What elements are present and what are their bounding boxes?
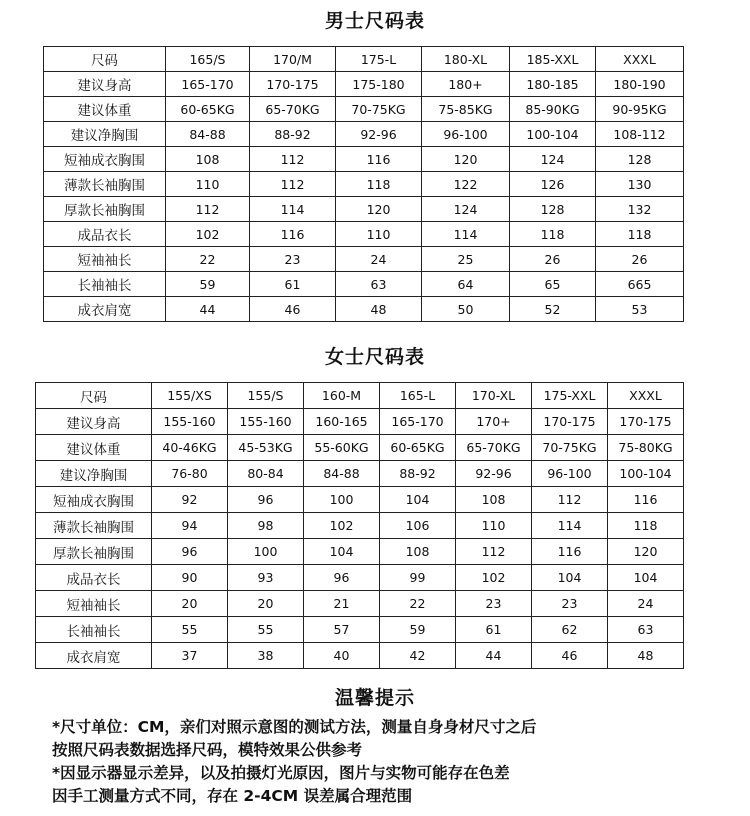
row-label-cell: 尺码 (36, 383, 152, 409)
tip-line: *尺寸单位：CM，亲们对照示意图的测试方法，测量自身身材尺寸之后 (52, 718, 537, 736)
table-cell: 65 (510, 272, 596, 297)
table-cell: 170-175 (250, 72, 336, 97)
size-header-cell: 180-XL (422, 47, 510, 72)
table-row (44, 247, 684, 272)
row-label-cell: 薄款长袖胸围 (36, 513, 152, 539)
row-label-cell: 厚款长袖胸围 (36, 539, 152, 565)
table-row (44, 222, 684, 247)
table-cell: 665 (596, 272, 684, 297)
table-cell: 57 (304, 617, 380, 643)
table-cell: 38 (228, 643, 304, 669)
row-label-cell: 厚款长袖胸围 (44, 197, 166, 222)
table-cell: 84-88 (166, 122, 250, 147)
table-cell: 108 (456, 487, 532, 513)
table-cell: 102 (456, 565, 532, 591)
table-cell: 76-80 (152, 461, 228, 487)
table-row (44, 72, 684, 97)
table-row (36, 435, 684, 461)
table-cell: 92-96 (456, 461, 532, 487)
size-header-cell: 170/M (250, 47, 336, 72)
table-cell: 104 (304, 539, 380, 565)
size-header-cell: 185-XXL (510, 47, 596, 72)
table-cell: 48 (608, 643, 684, 669)
table-cell: 59 (380, 617, 456, 643)
table-cell: 102 (166, 222, 250, 247)
table-cell: 55-60KG (304, 435, 380, 461)
table-cell: 75-80KG (608, 435, 684, 461)
table-cell: 37 (152, 643, 228, 669)
table-cell: 170+ (456, 409, 532, 435)
table-cell: 44 (166, 297, 250, 322)
table-cell: 114 (250, 197, 336, 222)
table-cell: 120 (336, 197, 422, 222)
table-cell: 180-190 (596, 72, 684, 97)
table-cell: 112 (532, 487, 608, 513)
table-cell: 118 (608, 513, 684, 539)
size-header-cell: 170-XL (456, 383, 532, 409)
table-cell: 96 (152, 539, 228, 565)
table-cell: 126 (510, 172, 596, 197)
row-label-cell: 短袖袖长 (36, 591, 152, 617)
table-cell: 110 (166, 172, 250, 197)
table-row (44, 272, 684, 297)
table-cell: 96 (304, 565, 380, 591)
table-cell: 155-160 (228, 409, 304, 435)
table-cell: 118 (596, 222, 684, 247)
table-row (44, 122, 684, 147)
table-cell: 70-75KG (532, 435, 608, 461)
row-label-cell: 尺码 (44, 47, 166, 72)
table-cell: 48 (336, 297, 422, 322)
table-cell: 45-53KG (228, 435, 304, 461)
table-cell: 55 (228, 617, 304, 643)
table-cell: 46 (532, 643, 608, 669)
row-label-cell: 建议身高 (44, 72, 166, 97)
table-cell: 96-100 (532, 461, 608, 487)
table-cell: 112 (166, 197, 250, 222)
table-cell: 90 (152, 565, 228, 591)
table-cell: 65-70KG (250, 97, 336, 122)
row-label-cell: 成品衣长 (36, 565, 152, 591)
table-cell: 92 (152, 487, 228, 513)
row-label-cell: 成衣肩宽 (36, 643, 152, 669)
table-cell: 132 (596, 197, 684, 222)
table-row (36, 565, 684, 591)
table-cell: 50 (422, 297, 510, 322)
table-cell: 60-65KG (166, 97, 250, 122)
size-header-cell: XXXL (608, 383, 684, 409)
table-cell: 104 (608, 565, 684, 591)
row-label-cell: 建议身高 (36, 409, 152, 435)
table-cell: 22 (166, 247, 250, 272)
table-cell: 80-84 (228, 461, 304, 487)
size-header-cell: 155/S (228, 383, 304, 409)
table-cell: 63 (608, 617, 684, 643)
table-row (36, 539, 684, 565)
table-cell: 104 (380, 487, 456, 513)
table-cell: 61 (250, 272, 336, 297)
table-cell: 84-88 (304, 461, 380, 487)
table-cell: 23 (456, 591, 532, 617)
table-cell: 100 (228, 539, 304, 565)
table-cell: 85-90KG (510, 97, 596, 122)
size-header-cell: 175-XXL (532, 383, 608, 409)
row-label-cell: 建议净胸围 (44, 122, 166, 147)
table-cell: 108-112 (596, 122, 684, 147)
table-cell: 114 (422, 222, 510, 247)
table-cell: 61 (456, 617, 532, 643)
size-header-cell: 165-L (380, 383, 456, 409)
table-cell: 180-185 (510, 72, 596, 97)
table-cell: 24 (608, 591, 684, 617)
table-row (36, 643, 684, 669)
row-label-cell: 薄款长袖胸围 (44, 172, 166, 197)
table-cell: 128 (510, 197, 596, 222)
row-label-cell: 短袖成衣胸围 (36, 487, 152, 513)
table-cell: 26 (596, 247, 684, 272)
table-cell: 118 (336, 172, 422, 197)
table-cell: 24 (336, 247, 422, 272)
table-cell: 21 (304, 591, 380, 617)
size-header-cell: 155/XS (152, 383, 228, 409)
table-cell: 114 (532, 513, 608, 539)
table-cell: 165-170 (166, 72, 250, 97)
table-cell: 165-170 (380, 409, 456, 435)
table-cell: 75-85KG (422, 97, 510, 122)
table-cell: 120 (422, 147, 510, 172)
table-cell: 102 (304, 513, 380, 539)
size-header-cell: XXXL (596, 47, 684, 72)
table-cell: 20 (152, 591, 228, 617)
table-cell: 70-75KG (336, 97, 422, 122)
row-label-cell: 成品衣长 (44, 222, 166, 247)
table-cell: 60-65KG (380, 435, 456, 461)
table-cell: 116 (250, 222, 336, 247)
tips-title: 温馨提示 (334, 687, 415, 709)
table-cell: 98 (228, 513, 304, 539)
table-row (36, 487, 684, 513)
table-header-row (36, 383, 684, 409)
table-cell: 116 (336, 147, 422, 172)
table-cell: 92-96 (336, 122, 422, 147)
table-cell: 93 (228, 565, 304, 591)
row-label-cell: 短袖袖长 (44, 247, 166, 272)
table-row (36, 591, 684, 617)
row-label-cell: 长袖袖长 (36, 617, 152, 643)
row-label-cell: 长袖袖长 (44, 272, 166, 297)
table-cell: 23 (250, 247, 336, 272)
table-cell: 99 (380, 565, 456, 591)
row-label-cell: 成衣肩宽 (44, 297, 166, 322)
table-cell: 106 (380, 513, 456, 539)
table-row (44, 297, 684, 322)
table-cell: 124 (422, 197, 510, 222)
table-cell: 110 (336, 222, 422, 247)
table-cell: 112 (250, 147, 336, 172)
row-label-cell: 建议体重 (44, 97, 166, 122)
table-cell: 155-160 (152, 409, 228, 435)
table-cell: 90-95KG (596, 97, 684, 122)
table-cell: 42 (380, 643, 456, 669)
table-cell: 110 (456, 513, 532, 539)
table-cell: 55 (152, 617, 228, 643)
table-cell: 96 (228, 487, 304, 513)
table-cell: 63 (336, 272, 422, 297)
size-header-cell: 165/S (166, 47, 250, 72)
table-cell: 180+ (422, 72, 510, 97)
table-row (44, 147, 684, 172)
table-row (36, 617, 684, 643)
table-row (44, 197, 684, 222)
men-size-chart-title: 男士尺码表 (324, 10, 425, 32)
row-label-cell: 短袖成衣胸围 (44, 147, 166, 172)
table-cell: 23 (532, 591, 608, 617)
table-cell: 112 (456, 539, 532, 565)
women-size-table (35, 382, 684, 669)
table-cell: 44 (456, 643, 532, 669)
table-cell: 94 (152, 513, 228, 539)
row-label-cell: 建议体重 (36, 435, 152, 461)
table-cell: 26 (510, 247, 596, 272)
table-cell: 100 (304, 487, 380, 513)
table-cell: 96-100 (422, 122, 510, 147)
table-cell: 130 (596, 172, 684, 197)
table-cell: 88-92 (380, 461, 456, 487)
table-cell: 118 (510, 222, 596, 247)
women-size-chart-title: 女士尺码表 (324, 346, 425, 368)
table-header-row (44, 47, 684, 72)
table-cell: 52 (510, 297, 596, 322)
table-cell: 59 (166, 272, 250, 297)
table-cell: 104 (532, 565, 608, 591)
table-row (44, 97, 684, 122)
tip-line: 因手工测量方式不同，存在 2-4CM 误差属合理范围 (52, 787, 413, 805)
table-row (36, 461, 684, 487)
table-cell: 170-175 (608, 409, 684, 435)
size-header-cell: 175-L (336, 47, 422, 72)
table-row (36, 513, 684, 539)
men-size-table (43, 46, 684, 322)
table-cell: 40 (304, 643, 380, 669)
table-cell: 112 (250, 172, 336, 197)
table-cell: 108 (380, 539, 456, 565)
tips-notes (52, 716, 732, 808)
table-cell: 46 (250, 297, 336, 322)
table-cell: 20 (228, 591, 304, 617)
table-cell: 124 (510, 147, 596, 172)
table-cell: 65-70KG (456, 435, 532, 461)
tip-line: 按照尺码表数据选择尺码，模特效果公供参考 (52, 741, 363, 759)
table-cell: 53 (596, 297, 684, 322)
tip-line: *因显示器显示差异，以及拍摄灯光原因，图片与实物可能存在色差 (52, 764, 510, 782)
table-cell: 108 (166, 147, 250, 172)
table-cell: 175-180 (336, 72, 422, 97)
table-cell: 120 (608, 539, 684, 565)
table-cell: 128 (596, 147, 684, 172)
table-cell: 100-104 (608, 461, 684, 487)
table-cell: 170-175 (532, 409, 608, 435)
table-cell: 40-46KG (152, 435, 228, 461)
row-label-cell: 建议净胸围 (36, 461, 152, 487)
table-cell: 62 (532, 617, 608, 643)
table-cell: 116 (532, 539, 608, 565)
table-row (36, 409, 684, 435)
table-cell: 64 (422, 272, 510, 297)
table-cell: 160-165 (304, 409, 380, 435)
size-header-cell: 160-M (304, 383, 380, 409)
table-cell: 116 (608, 487, 684, 513)
table-cell: 88-92 (250, 122, 336, 147)
table-cell: 122 (422, 172, 510, 197)
table-cell: 100-104 (510, 122, 596, 147)
table-cell: 25 (422, 247, 510, 272)
table-row (44, 172, 684, 197)
table-cell: 22 (380, 591, 456, 617)
